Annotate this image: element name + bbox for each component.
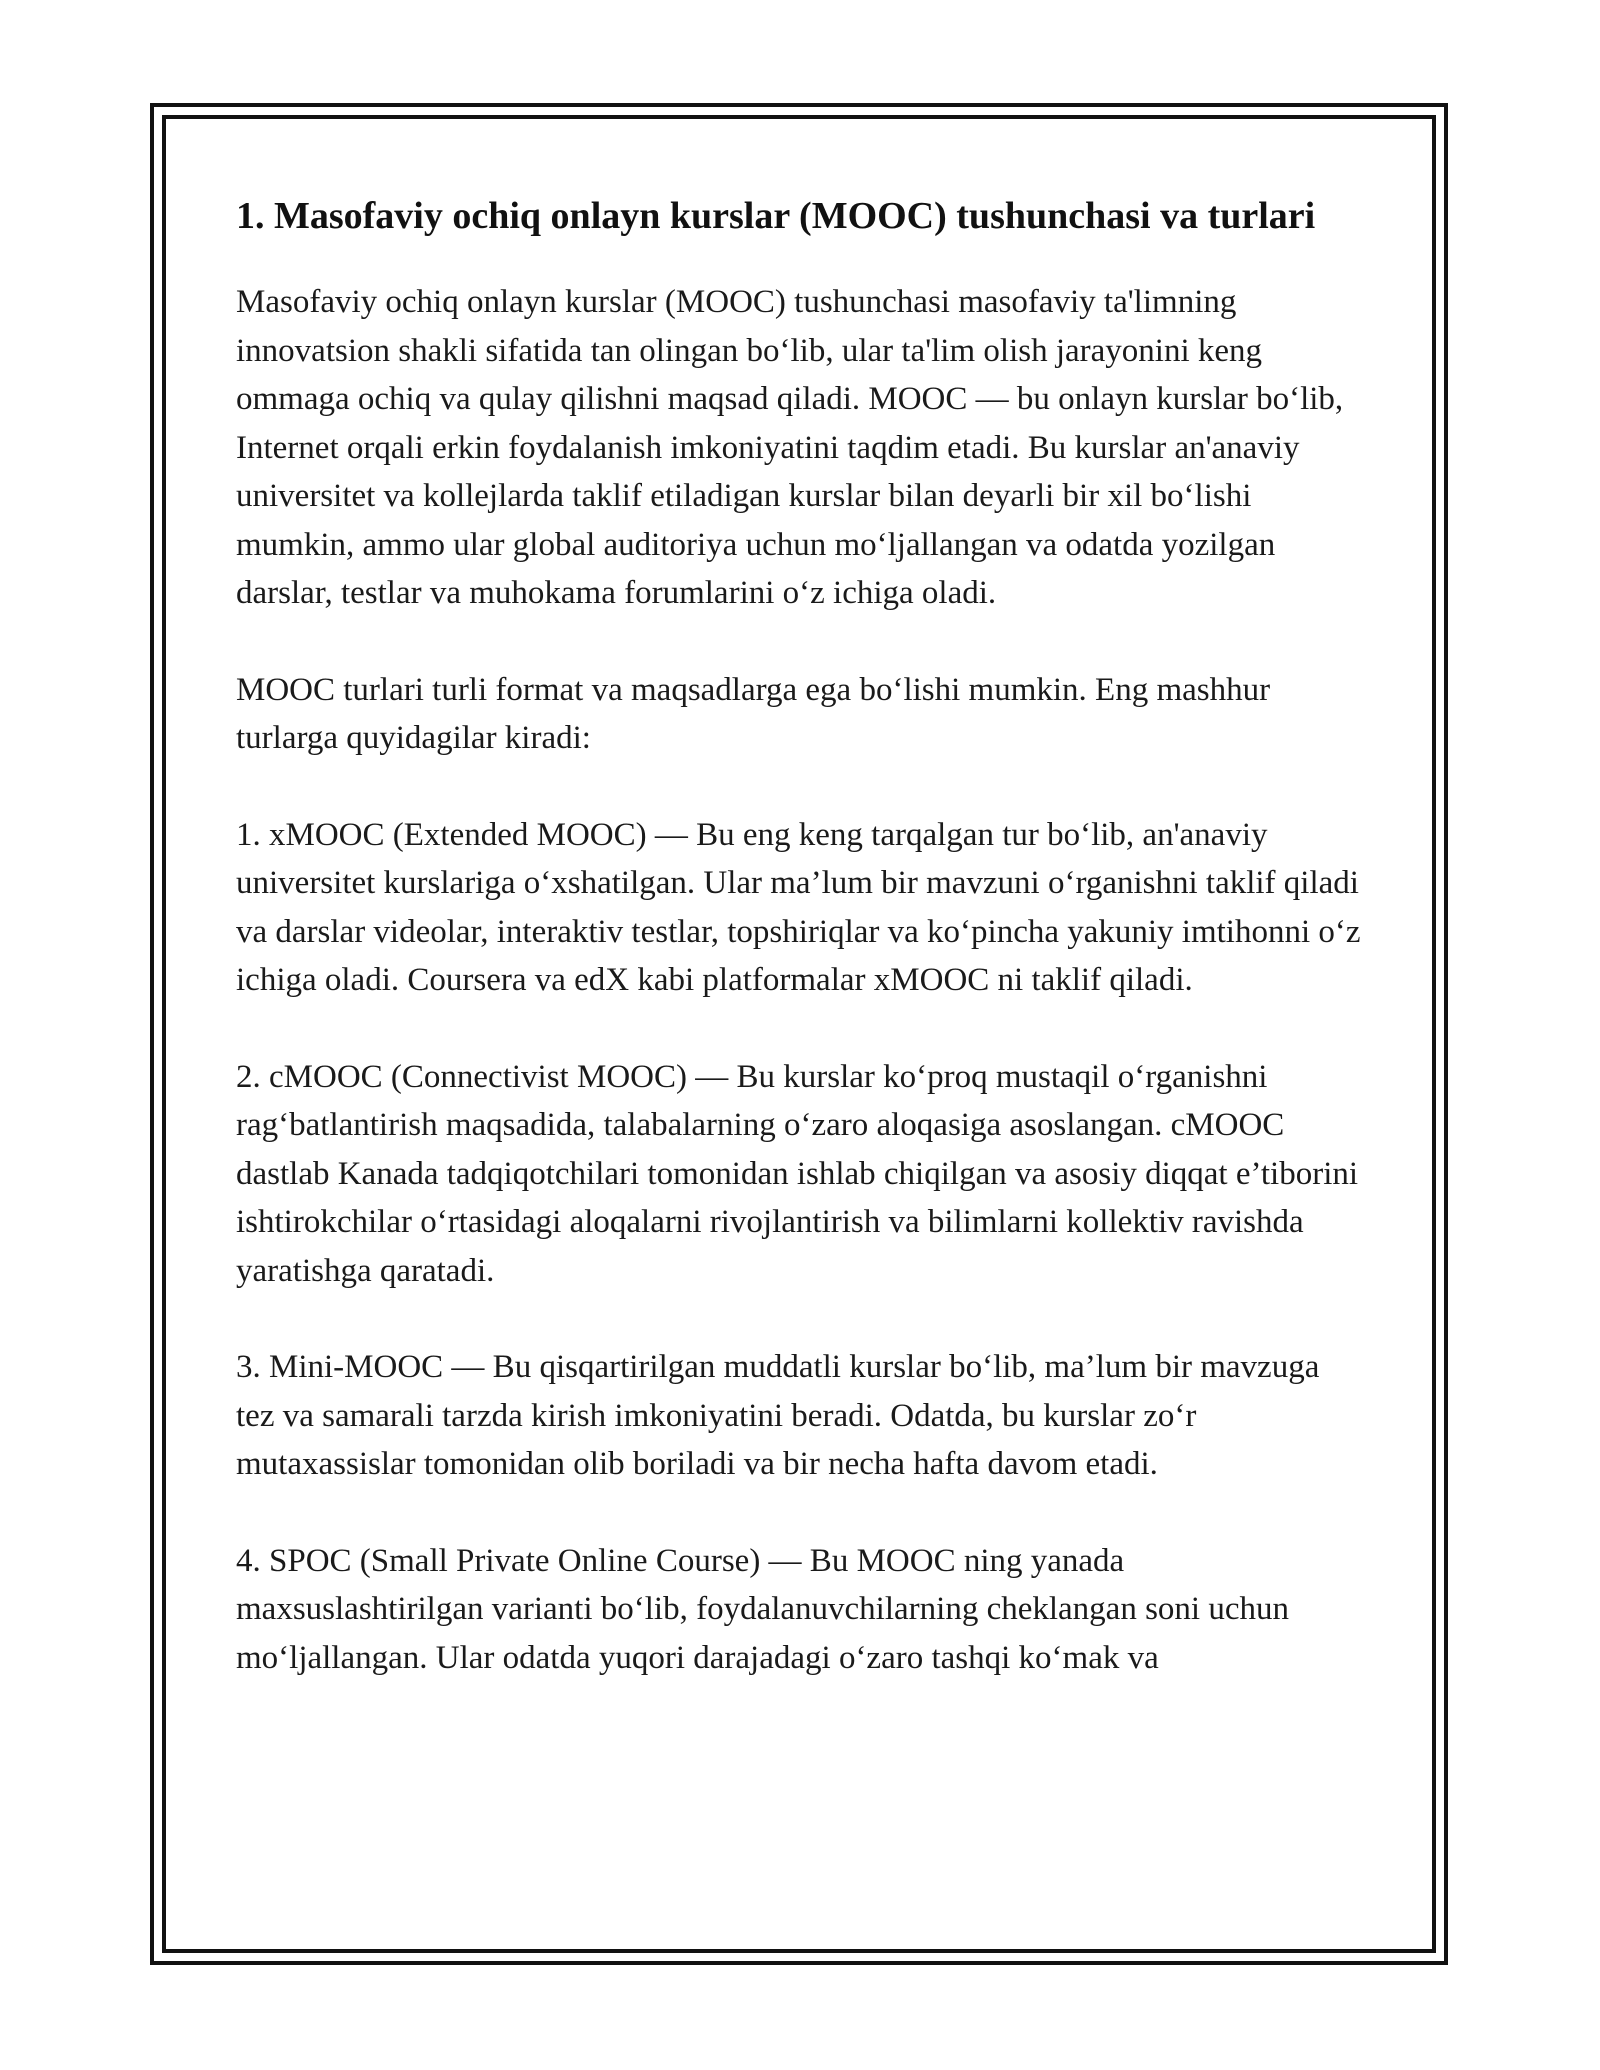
paragraph-intro: Masofaviy ochiq onlayn kurslar (MOOC) tushunchasi masofaviy ta'limning innovatsion shakli sifatida tan olingan bo‘lib, ular ta'lim olish jarayonini keng ommaga ochiq va qulay qilishni maqsad qiladi. MOOC — bu onlayn kurslar bo‘lib, Internet orqali erkin foydalanish imkoniyatini taqdim etadi. Bu kurslar an'anaviy universitet va kollejlarda taklif etiladigan kurslar bilan deyarli bir xil bo‘lishi mumkin, ammo ular global auditoriya uchun mo‘ljallangan va odatda yozilgan darslar, testlar va muhokama forumlarini o‘z ichiga oladi. bbox=[236, 284, 1344, 611]
paragraph-cmooc: 2. cMOOC (Connectivist MOOC) — Bu kurslar ko‘proq mustaqil o‘rganishni rag‘batlantirish maqsadida, talabalarning o‘zaro aloqasiga asoslangan. cMOOC dastlab Kanada tadqiqotchilari tomonidan ishlab chiqilgan va asosiy diqqat e’tiborini ishtirokchilar o‘rtasidagi aloqalarni rivojlantirish va bilimlarni kollektiv ravishda yaratishga qaratadi. bbox=[236, 1058, 1359, 1289]
paragraph-xmooc: 1. xMOOC (Extended MOOC) — Bu eng keng tarqalgan tur bo‘lib, an'anaviy universitet kurslariga o‘xshatilgan. Ular ma’lum bir mavzuni o‘rganishni taklif qiladi va darslar videolar, interaktiv testlar, topshiriqlar va ko‘pincha yakuniy imtihonni o‘z ichiga oladi. Coursera va edX kabi platformalar xMOOC ni taklif qiladi. bbox=[236, 816, 1361, 998]
paragraph-spoc: 4. SPOC (Small Private Online Course) — Bu MOOC ning yanada maxsuslashtirilgan varianti bo‘lib, foydalanuvchilarning cheklangan soni uchun mo‘ljallangan. Ular odatda yuqori darajadagi o‘zaro tashqi ko‘mak va bbox=[236, 1542, 1289, 1676]
section-heading: 1. Masofaviy ochiq onlayn kurslar (MOOC) tushunchasi va turlari bbox=[236, 195, 1316, 237]
document-body bbox=[236, 188, 1366, 1730]
paragraph-types-intro: MOOC turlari turli format va maqsadlarga ega bo‘lishi mumkin. Eng mashhur turlarga quyidagilar kiradi: bbox=[236, 671, 1271, 756]
paragraph-mini-mooc: 3. Mini-MOOC — Bu qisqartirilgan muddatli kurslar bo‘lib, ma’lum bir mavzuga tez va samarali tarzda kirish imkoniyatini beradi. Odatda, bu kurslar zo‘r mutaxassislar tomonidan olib boriladi va bir necha hafta davom etadi. bbox=[236, 1349, 1320, 1482]
